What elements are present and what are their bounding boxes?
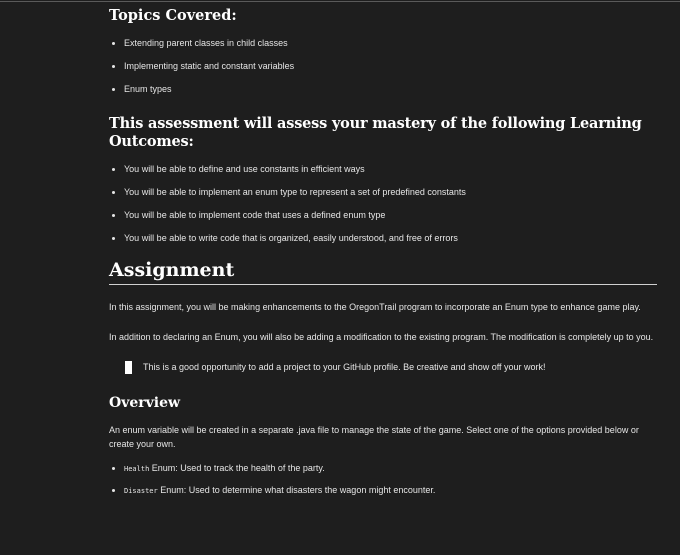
outcomes-list xyxy=(109,163,657,244)
enum-name-code: Disaster xyxy=(124,487,158,495)
list-item: You will be able to implement an enum type to represent a set of predefined constants xyxy=(124,186,657,198)
list-item: You will be able to write code that is organized, easily understood, and free of errors xyxy=(124,232,657,244)
topics-list xyxy=(109,37,657,95)
topics-heading: Topics Covered: xyxy=(109,7,237,24)
assignment-heading: Assignment xyxy=(109,258,657,285)
enum-description: Enum: Used to determine what disasters the wagon might encounter. xyxy=(157,485,436,495)
list-item xyxy=(124,462,657,475)
list-item: Extending parent classes in child classes xyxy=(124,37,657,49)
enum-options-list xyxy=(109,462,657,497)
document-body xyxy=(109,7,657,506)
overview-heading: Overview xyxy=(109,395,181,411)
list-item: You will be able to implement code that uses a defined enum type xyxy=(124,209,657,221)
outcomes-heading: This assessment will assess your mastery of the following Learning Outcomes: xyxy=(109,115,642,150)
tip-callout xyxy=(125,360,657,374)
bookmark-icon xyxy=(125,361,132,374)
list-item: Enum types xyxy=(124,83,657,95)
list-item xyxy=(124,484,657,497)
top-divider xyxy=(0,1,680,2)
assignment-paragraph: In this assignment, you will be making enhancements to the OregonTrail program to incorporate an Enum type to enhance game play. xyxy=(109,302,641,312)
tip-text: This is a good opportunity to add a project to your GitHub profile. Be creative and show off your work! xyxy=(143,362,546,372)
list-item: Implementing static and constant variables xyxy=(124,60,657,72)
list-item: You will be able to define and use constants in efficient ways xyxy=(124,163,657,175)
assignment-paragraph: In addition to declaring an Enum, you will also be adding a modification to the existing program. The modification is completely up to you. xyxy=(109,332,654,342)
overview-paragraph: An enum variable will be created in a separate .java file to manage the state of the game. Select one of the options provided below or create your own. xyxy=(109,425,639,449)
enum-description: Enum: Used to track the health of the party. xyxy=(149,463,325,473)
enum-name-code: Health xyxy=(124,465,150,473)
